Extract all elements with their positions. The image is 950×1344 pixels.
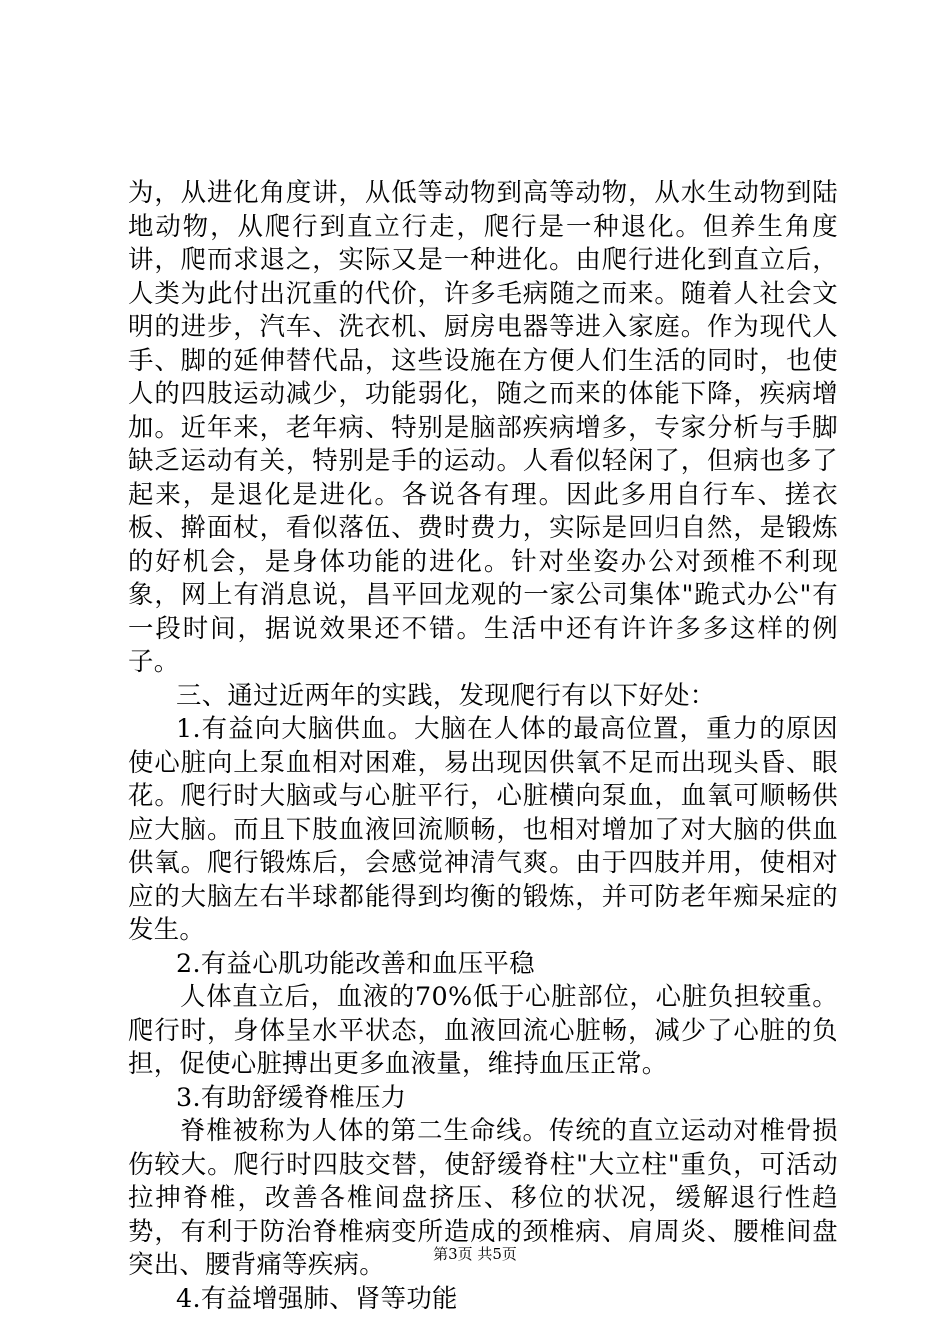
subheading-spine-pressure: 3.有助舒缓脊椎压力 [176,1081,407,1112]
section-heading-benefits: 三、通过近两年的实践，发现爬行有以下好处： [176,679,716,710]
subheading-heart-function: 2.有益心肌功能改善和血压平稳 [176,947,535,978]
subheading-lung-kidney: 4.有益增强肺、肾等功能 [176,1282,458,1313]
page-footer [0,1244,950,1264]
document-body [128,176,838,1315]
page-number-label: 第3页 共5页 [433,1245,517,1263]
paragraph-brain-blood-supply: 1.有益向大脑供血。大脑在人体的最高位置，重力的原因使心脏向上泵血相对困难，易出现因供氧不足而出现头昏、眼花。爬行时大脑或与心脏平行，心脏横向泵血，血氧可顺畅供应大脑。而且下肢血液回流顺畅，也相对增加了对大脑的供血供氧。爬行锻炼后，会感觉神清气爽。由于四肢并用，使相对应的大脑左右半球都能得到均衡的锻炼，并可防老年痴呆症的发生。 [128,713,838,944]
paragraph-spine-pressure: 脊椎被称为人体的第二生命线。传统的直立运动对椎骨损伤较大。爬行时四肢交替，使舒缓脊柱"大立柱"重负，可活动拉抻脊椎，改善各椎间盘挤压、移位的状况，缓解退行性趋势，有利于防治脊椎病变所造成的颈椎病、肩周炎、腰椎间盘突出、腰背痛等疾病。 [128,1115,838,1279]
paragraph-continuation: 为，从进化角度讲，从低等动物到高等动物，从水生动物到陆地动物，从爬行到直立行走，爬行是一种退化。但养生角度讲，爬而求退之，实际又是一种进化。由爬行进化到直立后，人类为此付出沉重的代价，许多毛病随之而来。随着人社会文明的进步，汽车、洗衣机、厨房电器等进入家庭。作为现代人手、脚的延伸替代品，这些设施在方便人们生活的同时，也使人的四肢运动减少，功能弱化，随之而来的体能下降，疾病增加。近年来，老年病、特别是脑部疾病增多，专家分析与手脚缺乏运动有关，特别是手的运动。人看似轻闲了，但病也多了起来，是退化是进化。各说各有理。因此多用自行车、搓衣板、擀面杖，看似落伍、费时费力，实际是回归自然，是锻炼的好机会，是身体功能的进化。针对坐姿办公对颈椎不利现象，网上有消息说，昌平回龙观的一家公司集体"跪式办公"有一段时间，据说效果还不错。生活中还有许许多多这样的例子。 [128,177,838,676]
paragraph-heart-function: 人体直立后，血液的70%低于心脏部位，心脏负担较重。爬行时，身体呈水平状态，血液回流心脏畅，减少了心脏的负担，促使心脏搏出更多血液量，维持血压正常。 [128,981,838,1078]
